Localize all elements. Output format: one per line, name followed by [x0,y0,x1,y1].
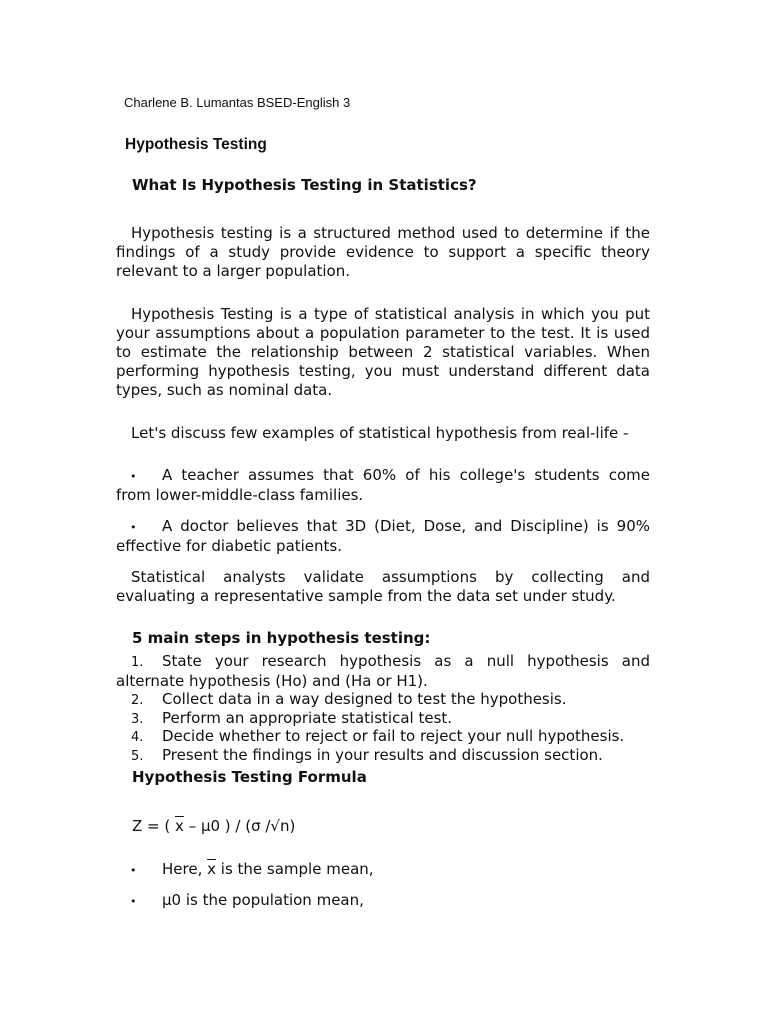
paragraph-validate-text: Statistical analysts validate assumptions by collecting and evaluating a representative sample from the data set under study. [116,568,650,605]
note-before: Here, [162,860,208,878]
bullet-icon: • [130,895,137,908]
document-title: Hypothesis Testing [125,136,267,153]
steps-heading: 5 main steps in hypothesis testing: [132,629,431,647]
formula-heading: Hypothesis Testing Formula [132,768,367,786]
bullet-icon: • [130,470,137,483]
formula-note-item [116,891,650,911]
step-list-item [116,746,650,766]
paragraph-examples-intro-text: Let's discuss few examples of statistical hypothesis from real-life - [131,424,629,442]
author-line: Charlene B. Lumantas BSED-English 3 [124,95,351,110]
note-text: μ0 is the population mean, [162,891,364,909]
example-doctor-text: A doctor believes that 3D (Diet, Dose, and Discipline) is 90% effective for diabetic patients. [116,517,650,555]
step-list-item [116,727,650,747]
step-number: 1. [131,655,144,670]
formula-note-item [116,860,650,880]
step-text: Decide whether to reject or fail to reject your null hypothesis. [162,727,625,745]
paragraph-type-of-analysis [116,305,650,400]
step-text: Collect data in a way designed to test the hypothesis. [162,690,567,708]
example-list-item [116,517,650,556]
step-list-item [116,690,650,710]
step-number: 3. [131,712,144,727]
step-number: 4. [131,730,144,745]
step-number: 5. [131,749,144,764]
step-text: State your research hypothesis as a null hypothesis and alternate hypothesis (Ho) and (Ha or H1). [116,652,650,690]
bullet-icon: • [130,864,137,877]
example-teacher-text: A teacher assumes that 60% of his college's students come from lower-middle-class families. [116,466,650,504]
paragraph-definition [116,224,650,281]
paragraph-validate [116,568,650,606]
formula-xbar: $\overline{x}$ [175,817,184,835]
step-text: Present the findings in your results and discussion section. [162,746,603,764]
section-heading-what-is: What Is Hypothesis Testing in Statistics? [132,176,477,194]
paragraph-definition-text: Hypothesis testing is a structured method used to determine if the findings of a study provide evidence to support a specific theory relevant to a larger population. [116,224,650,280]
formula-prefix: Z = ( [132,817,176,835]
step-text: Perform an appropriate statistical test. [162,709,453,727]
paragraph-examples-intro [116,424,650,443]
step-list-item [116,652,650,691]
example-list-item [116,466,650,505]
z-formula [132,817,295,836]
step-number: 2. [131,693,144,708]
note-xbar: $\overline{x}$ [207,860,217,878]
note-after: is the sample mean, [216,860,374,878]
formula-suffix: – μ0 ) / (σ /√n) [183,817,296,835]
step-list-item [116,709,650,729]
bullet-icon: • [130,521,137,534]
paragraph-type-of-analysis-text: Hypothesis Testing is a type of statistical analysis in which you put your assumptions about a population parameter to the test. It is used to estimate the relationship between 2 statistical variables. When performing hypothesis testing, you must understand different data types, such as nominal data. [116,305,650,399]
